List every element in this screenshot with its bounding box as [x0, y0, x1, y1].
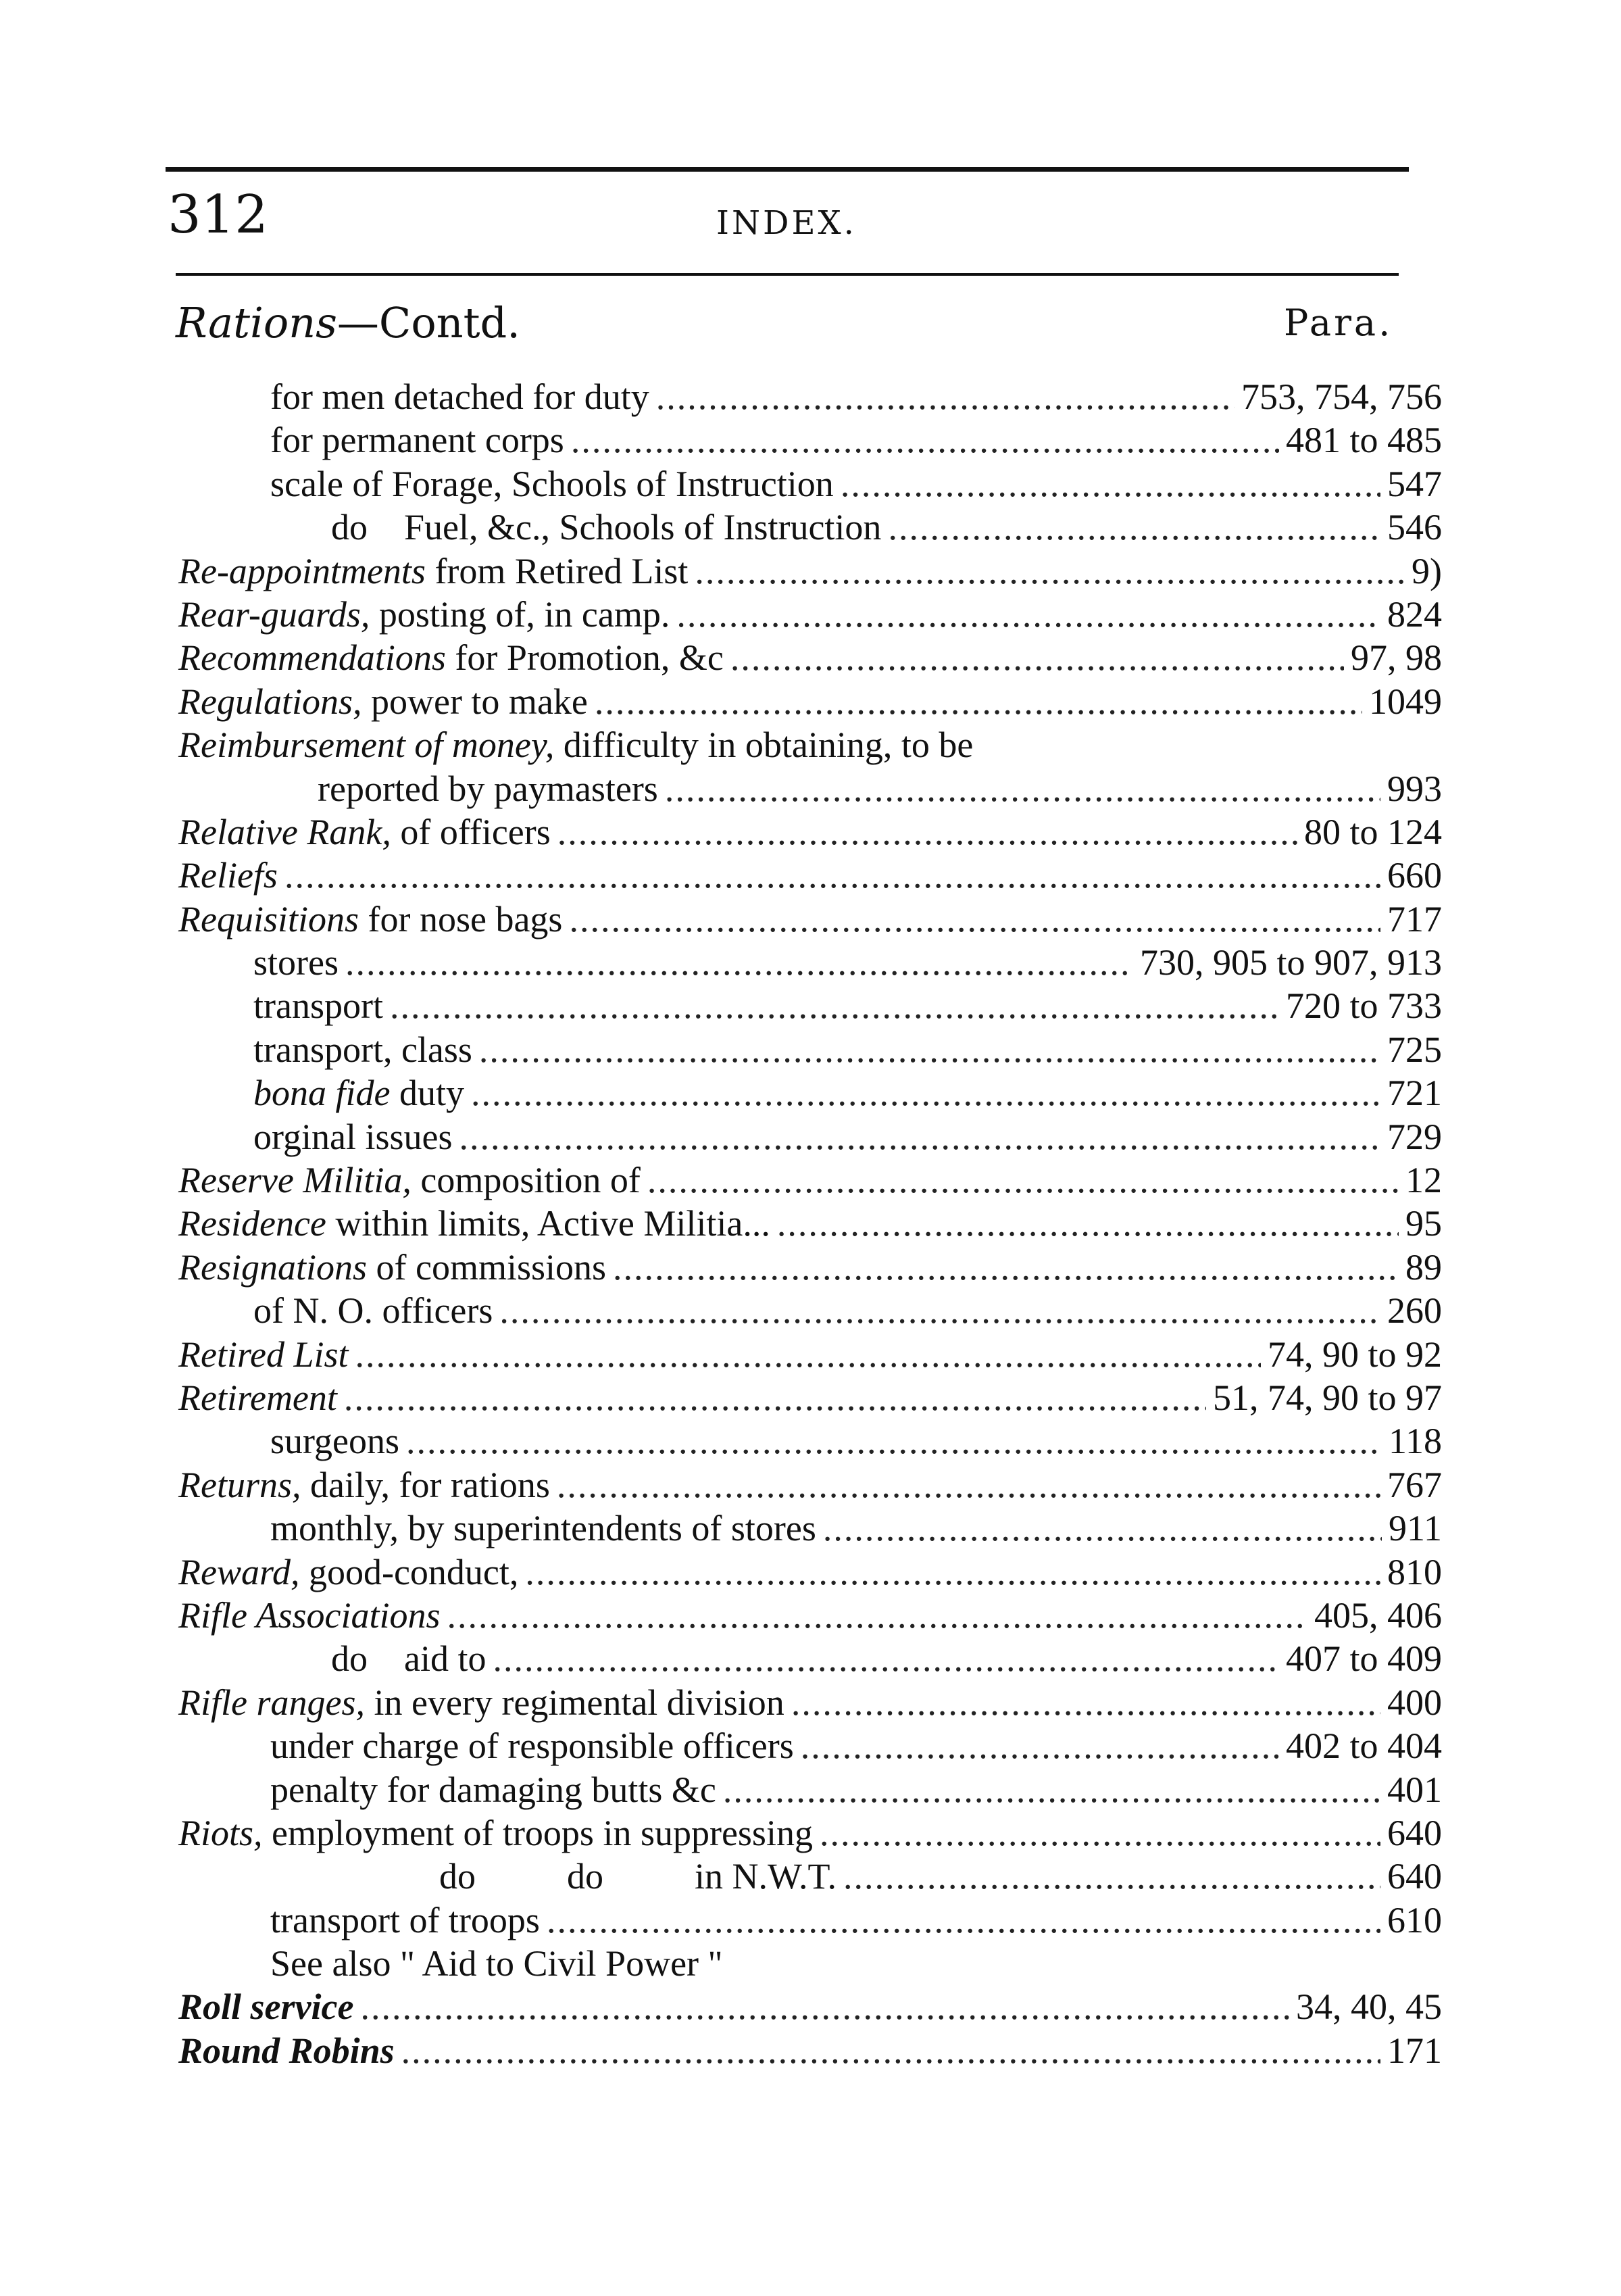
- index-entry: [0, 898, 1442, 941]
- entry-reference: 51, 74, 90 to 97: [1212, 1377, 1442, 1418]
- dot-leader: [401, 2029, 1380, 2072]
- entry-term: bona fide: [253, 1073, 391, 1114]
- section-continued: —Contd.: [336, 298, 520, 347]
- index-entry: [0, 1463, 1442, 1507]
- dot-leader: [823, 1507, 1382, 1550]
- entry-term: Rear-guards,: [178, 593, 370, 635]
- index-entry: [0, 1246, 1442, 1289]
- entry-reference: 74, 90 to 92: [1267, 1334, 1442, 1375]
- entry-reference: 1049: [1369, 681, 1442, 722]
- index-entry: [0, 1724, 1442, 1767]
- dot-leader: [723, 1768, 1380, 1811]
- index-entry: [0, 984, 1442, 1027]
- index-entry: [0, 418, 1442, 462]
- index-entry: [0, 2029, 1442, 2072]
- dot-leader: [557, 1463, 1380, 1507]
- index-entry: [0, 1202, 1442, 1245]
- entry-reference: 400: [1387, 1682, 1442, 1723]
- entry-reference: 824: [1387, 593, 1442, 635]
- index-entry: [0, 1115, 1442, 1158]
- entry-text: power to make: [361, 681, 588, 722]
- entry-term: Regulations,: [178, 681, 362, 722]
- dot-leader: [471, 1071, 1380, 1115]
- index-entry: [0, 1550, 1442, 1594]
- entry-text: in every regimental division: [364, 1682, 784, 1723]
- index-entry: [0, 593, 1442, 636]
- dot-leader: [525, 1550, 1380, 1594]
- entry-text: difficulty in obtaining, to be: [554, 725, 974, 766]
- dot-leader: [406, 1419, 1382, 1463]
- index-entry: [0, 1028, 1442, 1071]
- dot-leader: [665, 767, 1380, 810]
- entry-text: do Fuel, &c., Schools of Instruction: [331, 507, 882, 548]
- top-rule: [166, 167, 1409, 172]
- entry-reference: 911: [1389, 1508, 1442, 1549]
- index-entry: [0, 723, 1442, 766]
- entry-term: Reserve Militia,: [178, 1160, 412, 1201]
- dot-leader: [345, 941, 1133, 984]
- entry-reference: 547: [1387, 463, 1442, 504]
- dot-leader: [360, 1985, 1289, 2028]
- dot-leader: [791, 1681, 1380, 1724]
- entry-reference: 89: [1405, 1246, 1442, 1288]
- entry-text: reported by paymasters: [318, 768, 658, 809]
- entry-term: Rifle ranges,: [178, 1682, 365, 1723]
- index-entry: [0, 1637, 1442, 1680]
- entry-reference: 993: [1387, 768, 1442, 809]
- dot-leader: [447, 1594, 1308, 1637]
- entry-text: posting of, in camp.: [370, 593, 670, 635]
- index-entry: [0, 1419, 1442, 1463]
- section-heading: [176, 296, 520, 350]
- entry-reference: 95: [1405, 1203, 1442, 1244]
- entry-reference: 640: [1387, 1856, 1442, 1897]
- index-entry: [0, 1333, 1442, 1376]
- dot-leader: [843, 1855, 1380, 1898]
- entry-text: transport, class: [253, 1029, 472, 1070]
- dot-leader: [730, 636, 1344, 679]
- section-term: Rations: [176, 298, 337, 347]
- entry-text: for nose bags: [359, 898, 563, 939]
- header-rule: [176, 273, 1399, 276]
- entry-text: from Retired List: [425, 550, 689, 591]
- entry-reference: 725: [1387, 1029, 1442, 1070]
- dot-leader: [777, 1202, 1399, 1245]
- entry-reference: 34, 40, 45: [1296, 1986, 1442, 2028]
- entry-reference: 118: [1389, 1421, 1442, 1462]
- entry-text: do do in N.W.T.: [439, 1856, 837, 1897]
- entry-term: Retired List: [178, 1334, 349, 1375]
- dot-leader: [801, 1724, 1279, 1767]
- index-entry: [0, 1158, 1442, 1202]
- dot-leader: [569, 898, 1380, 941]
- entry-term: Rifle Associations: [178, 1594, 441, 1636]
- index-entry: [0, 375, 1442, 418]
- entry-term: Requisitions: [178, 898, 359, 939]
- index-entries: [0, 375, 1621, 2072]
- entry-reference: 717: [1387, 898, 1442, 939]
- entry-text: good-conduct,: [299, 1551, 519, 1592]
- entry-reference: 405, 406: [1314, 1594, 1442, 1636]
- index-entry: [0, 1681, 1442, 1724]
- dot-leader: [571, 418, 1279, 462]
- entry-text: daily, for rations: [301, 1464, 550, 1505]
- index-entry: [0, 1071, 1442, 1115]
- entry-reference: 260: [1387, 1290, 1442, 1332]
- entry-reference: 481 to 485: [1285, 420, 1442, 461]
- index-entry: [0, 810, 1442, 854]
- entry-text: for men detached for duty: [270, 376, 649, 417]
- page-number: 312: [168, 185, 268, 245]
- entry-term: Recommendations: [178, 637, 446, 679]
- entry-text: penalty for damaging butts &c: [270, 1769, 716, 1810]
- dot-leader: [647, 1158, 1399, 1202]
- entry-term: Relative Rank,: [178, 811, 391, 852]
- entry-reference: 720 to 733: [1285, 985, 1442, 1027]
- entry-text: monthly, by superintendents of stores: [270, 1508, 816, 1549]
- entry-reference: 546: [1387, 507, 1442, 548]
- entry-text: orginal issues: [253, 1116, 453, 1157]
- dot-leader: [613, 1246, 1399, 1289]
- entry-reference: 9): [1412, 550, 1442, 591]
- entry-term: Re-appointments: [178, 550, 426, 591]
- entry-reference: 729: [1387, 1116, 1442, 1157]
- index-entry: [0, 680, 1442, 723]
- entry-term: Returns,: [178, 1464, 301, 1505]
- dot-leader: [459, 1115, 1381, 1158]
- entry-term: Reward,: [178, 1551, 300, 1592]
- entry-reference: 767: [1387, 1464, 1442, 1505]
- index-entry: [0, 1768, 1442, 1811]
- entry-text: surgeons: [270, 1421, 400, 1462]
- dot-leader: [841, 462, 1380, 506]
- index-entry: [0, 506, 1442, 549]
- entry-text: stores: [253, 942, 339, 983]
- entry-reference: 721: [1387, 1073, 1442, 1114]
- entry-reference: 12: [1405, 1160, 1442, 1201]
- dot-leader: [284, 854, 1380, 897]
- index-entry: [0, 1899, 1442, 1942]
- dot-leader: [547, 1899, 1380, 1942]
- entry-reference: 97, 98: [1351, 637, 1442, 679]
- para-column-label: Para.: [1284, 301, 1393, 344]
- entry-reference: 810: [1387, 1551, 1442, 1592]
- entry-term: Roll service: [178, 1986, 354, 2028]
- entry-text: composition of: [411, 1160, 641, 1201]
- index-entry: [0, 1507, 1442, 1550]
- entry-text: duty: [390, 1073, 464, 1114]
- entry-reference: 610: [1387, 1899, 1442, 1940]
- dot-leader: [820, 1811, 1380, 1855]
- entry-term: Resignations: [178, 1246, 367, 1288]
- entry-text: of officers: [391, 811, 551, 852]
- dot-leader: [390, 984, 1279, 1027]
- dot-leader: [695, 549, 1405, 593]
- index-entry: [0, 549, 1442, 593]
- entry-text: employment of troops in suppressing: [262, 1812, 813, 1853]
- entry-reference: 660: [1387, 855, 1442, 896]
- entry-text: for Promotion, &c: [445, 637, 724, 679]
- entry-term: Retirement: [178, 1377, 337, 1418]
- entry-term: Reimbursement of money,: [178, 725, 555, 766]
- index-entry: [0, 462, 1442, 506]
- entry-text: do aid to: [331, 1638, 487, 1680]
- entry-text: of commissions: [367, 1246, 607, 1288]
- entry-reference: 730, 905 to 907, 913: [1139, 942, 1442, 983]
- dot-leader: [888, 506, 1380, 549]
- entry-reference: 753, 754, 756: [1241, 376, 1442, 417]
- entry-reference: 407 to 409: [1285, 1638, 1442, 1680]
- dot-leader: [676, 593, 1380, 636]
- entry-reference: 640: [1387, 1812, 1442, 1853]
- index-entry: [0, 1855, 1442, 1898]
- dot-leader: [656, 375, 1235, 418]
- entry-text: transport: [253, 985, 383, 1027]
- entry-text: transport of troops: [270, 1899, 540, 1940]
- entry-text: for permanent corps: [270, 420, 564, 461]
- index-entry: [0, 1942, 1442, 1985]
- dot-leader: [479, 1028, 1380, 1071]
- entry-text: within limits, Active Militia...: [326, 1203, 770, 1244]
- index-entry: [0, 767, 1442, 810]
- entry-reference: 402 to 404: [1285, 1726, 1442, 1767]
- entry-reference: 171: [1387, 2030, 1442, 2071]
- index-entry: [0, 1811, 1442, 1855]
- index-entry: [0, 1594, 1442, 1637]
- entry-reference: 401: [1387, 1769, 1442, 1810]
- dot-leader: [355, 1333, 1261, 1376]
- index-entry: [0, 1985, 1442, 2028]
- dot-leader: [595, 680, 1362, 723]
- entry-term: Riots,: [178, 1812, 263, 1853]
- entry-reference: 80 to 124: [1303, 811, 1442, 852]
- running-head: INDEX.: [716, 204, 857, 242]
- entry-text: of N. O. officers: [253, 1290, 493, 1332]
- index-entry: [0, 941, 1442, 984]
- dot-leader: [344, 1376, 1206, 1419]
- index-entry: [0, 636, 1442, 679]
- entry-text: under charge of responsible officers: [270, 1726, 794, 1767]
- entry-text: scale of Forage, Schools of Instruction: [270, 463, 834, 504]
- entry-term: Reliefs: [178, 855, 278, 896]
- dot-leader: [499, 1289, 1380, 1332]
- entry-term: Round Robins: [178, 2030, 395, 2071]
- entry-text: See also " Aid to Civil Power ": [270, 1943, 723, 1984]
- index-entry: [0, 1289, 1442, 1332]
- index-entry: [0, 854, 1442, 897]
- index-entry: [0, 1376, 1442, 1419]
- dot-leader: [493, 1637, 1279, 1680]
- entry-term: Residence: [178, 1203, 326, 1244]
- dot-leader: [557, 810, 1297, 854]
